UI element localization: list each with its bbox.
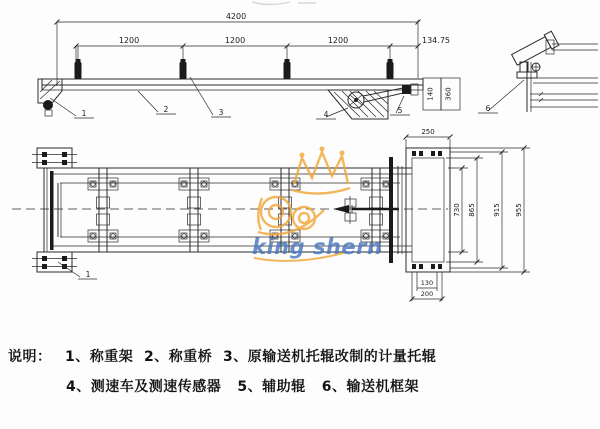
dim-bottom-feet — [410, 272, 445, 302]
legend-row-1 — [0, 346, 600, 366]
cropped-artifact — [252, 2, 316, 5]
callout-3-label: 3 — [218, 108, 224, 117]
weighbridge-beam — [42, 79, 423, 90]
cross-member-2 — [179, 168, 209, 252]
mount-plate-top-left — [32, 148, 77, 168]
callout-4-label: 4 — [323, 110, 329, 119]
dim-idler-spacing — [74, 36, 451, 62]
legend-line-1: 1、称重架 2、称重桥 3、原输送机托辊改制的计量托辊 — [65, 349, 437, 365]
dim-end-heights — [423, 78, 460, 110]
dim-label-1200-a: 1200 — [118, 36, 140, 45]
dim-top-250 — [404, 128, 453, 148]
callout-6-label: 6 — [485, 104, 491, 113]
callout-1-label: 1 — [81, 109, 87, 118]
dim-overall-4200 — [55, 12, 421, 86]
dim-label-140: 140 — [426, 87, 435, 101]
callout-5-label: 5 — [397, 106, 403, 115]
plan-view — [12, 128, 530, 302]
detail-view-callout — [478, 80, 524, 113]
watermark — [252, 147, 382, 261]
plan-callout-1-label: 1 — [85, 270, 91, 279]
legend-label: 说明： — [8, 349, 52, 365]
left-end-members — [44, 168, 61, 252]
cross-member-1 — [88, 168, 118, 252]
load-cell-2 — [180, 46, 187, 79]
load-cell-4 — [387, 46, 394, 79]
dim-label-4200: 4200 — [225, 12, 247, 21]
idler-detail-view — [478, 31, 598, 113]
load-cell-3 — [284, 46, 291, 79]
dim-label-1200-b: 1200 — [224, 36, 246, 45]
dim-label-200: 200 — [420, 290, 434, 298]
legend — [0, 346, 600, 396]
dim-label-955: 955 — [515, 203, 523, 217]
dim-label-360: 360 — [444, 87, 453, 101]
mount-plate-bottom-left — [32, 252, 77, 272]
dim-label-134-75: 134.75 — [422, 36, 450, 45]
dim-label-1200-c: 1200 — [327, 36, 349, 45]
watermark-text: king shern — [252, 235, 383, 259]
speed-cart-assembly — [348, 84, 418, 108]
load-cell-1 — [75, 46, 82, 79]
right-end-assembly — [389, 148, 450, 272]
right-support-hatched — [328, 90, 388, 119]
callout-2-label: 2 — [163, 105, 169, 114]
legend-line-2: 4、测速车及测速传感器 5、辅助辊 6、输送机框架 — [66, 379, 419, 395]
dim-label-915: 915 — [493, 203, 501, 217]
dim-label-130: 130 — [420, 279, 434, 287]
dim-frame-widths — [446, 146, 530, 275]
side-elevation-view — [38, 12, 460, 119]
dim-label-730: 730 — [453, 203, 461, 217]
dim-label-250: 250 — [421, 128, 435, 136]
dim-label-865: 865 — [468, 203, 476, 217]
